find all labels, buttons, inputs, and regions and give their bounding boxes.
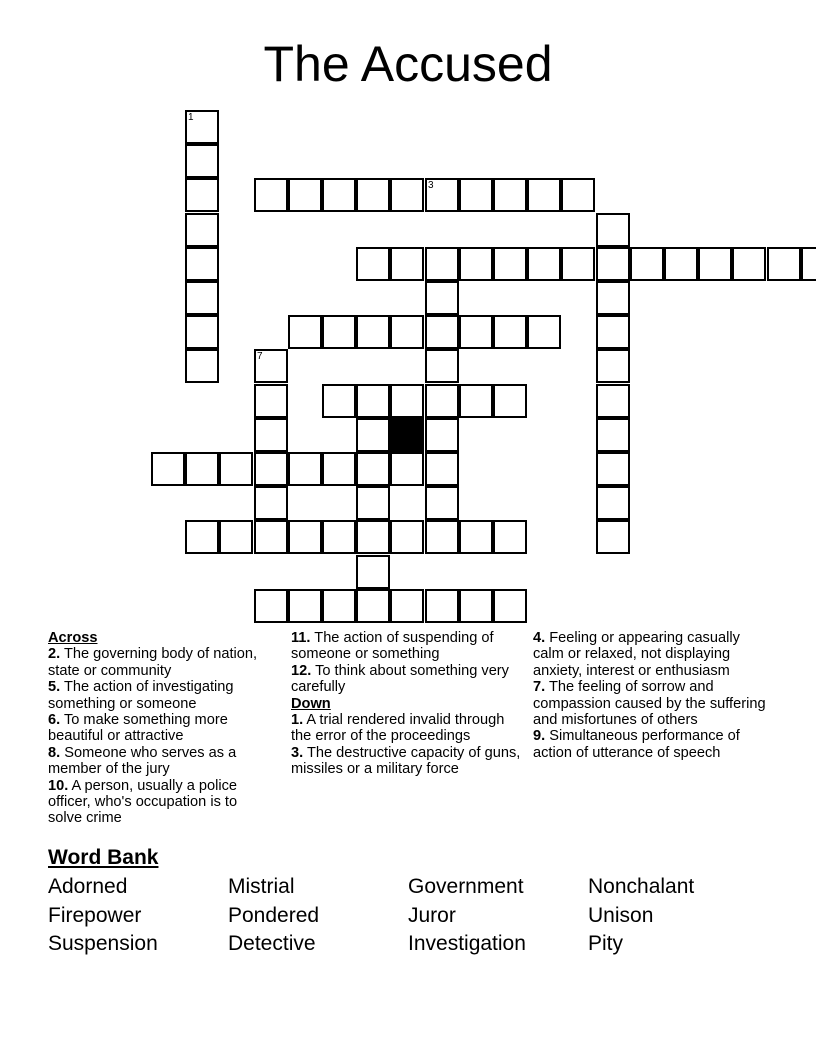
grid-cell[interactable] bbox=[596, 486, 630, 520]
clue-number: 1 bbox=[188, 112, 194, 123]
grid-cell[interactable] bbox=[732, 247, 766, 281]
grid-cell[interactable] bbox=[185, 315, 219, 349]
grid-cell[interactable] bbox=[459, 178, 493, 212]
down-heading: Down bbox=[291, 695, 331, 712]
grid-cell[interactable] bbox=[356, 555, 390, 589]
grid-cell[interactable] bbox=[322, 384, 356, 418]
grid-cell[interactable] bbox=[390, 520, 424, 554]
grid-cell[interactable] bbox=[288, 315, 322, 349]
grid-cell[interactable] bbox=[493, 384, 527, 418]
puzzle-title: The Accused bbox=[263, 36, 553, 92]
grid-cell[interactable] bbox=[390, 315, 424, 349]
word-bank-word: Firepower bbox=[48, 904, 142, 927]
clue-across-2: 2. The governing body of nation, state or community bbox=[48, 646, 258, 679]
grid-cell[interactable] bbox=[630, 247, 664, 281]
clues-column-3 bbox=[533, 630, 769, 761]
word-bank-word: Pity bbox=[588, 932, 624, 955]
grid-cell[interactable] bbox=[801, 247, 816, 281]
grid-cell[interactable] bbox=[493, 589, 527, 623]
grid-cell[interactable] bbox=[356, 247, 390, 281]
grid-cell[interactable] bbox=[390, 589, 424, 623]
grid-cell[interactable] bbox=[425, 520, 459, 554]
grid-cell[interactable] bbox=[596, 384, 630, 418]
grid-cell[interactable] bbox=[322, 520, 356, 554]
grid-cell[interactable] bbox=[254, 418, 288, 452]
grid-cell[interactable] bbox=[425, 349, 459, 383]
grid-cell[interactable] bbox=[322, 452, 356, 486]
grid-cell[interactable] bbox=[288, 178, 322, 212]
word-bank-word: Nonchalant bbox=[588, 875, 695, 898]
clue-across-11: 11. The action of suspending of someone or something bbox=[291, 630, 494, 663]
grid-cell[interactable] bbox=[425, 178, 459, 212]
grid-cell[interactable] bbox=[185, 110, 219, 144]
grid-cell[interactable] bbox=[527, 315, 561, 349]
grid-cell[interactable] bbox=[151, 452, 185, 486]
grid-cell[interactable] bbox=[596, 418, 630, 452]
black-square bbox=[390, 418, 424, 452]
clues-column-1 bbox=[48, 630, 268, 827]
grid-cell[interactable] bbox=[698, 247, 732, 281]
grid-cell[interactable] bbox=[185, 144, 219, 178]
grid-cell[interactable] bbox=[459, 315, 493, 349]
grid-cell[interactable] bbox=[219, 520, 253, 554]
grid-cell[interactable] bbox=[185, 281, 219, 315]
grid-cell[interactable] bbox=[288, 589, 322, 623]
grid-cell[interactable] bbox=[185, 178, 219, 212]
grid-cell[interactable] bbox=[561, 247, 595, 281]
grid-cell[interactable] bbox=[459, 520, 493, 554]
grid-cell[interactable] bbox=[390, 452, 424, 486]
clue-across-6: 6. To make something more beautiful or attractive bbox=[48, 712, 228, 745]
grid-cell[interactable] bbox=[596, 452, 630, 486]
word-bank-word: Mistrial bbox=[228, 875, 295, 898]
grid-cell[interactable] bbox=[493, 520, 527, 554]
grid-cell[interactable] bbox=[390, 247, 424, 281]
grid-cell[interactable] bbox=[425, 418, 459, 452]
grid-cell[interactable] bbox=[254, 349, 288, 383]
grid-cell[interactable] bbox=[254, 520, 288, 554]
clues-column-2 bbox=[291, 630, 527, 778]
word-bank-word: Juror bbox=[408, 904, 456, 927]
grid-cell[interactable] bbox=[356, 384, 390, 418]
word-bank-word: Suspension bbox=[48, 932, 158, 955]
clue-across-8: 8. Someone who serves as a member of the jury bbox=[48, 744, 237, 778]
grid-cell[interactable] bbox=[254, 384, 288, 418]
grid-cell[interactable] bbox=[459, 384, 493, 418]
word-bank-word: Investigation bbox=[408, 932, 526, 955]
clue-down-9: 9. Simultaneous performance of action of utterance of speech bbox=[533, 728, 740, 761]
clue-number: 7 bbox=[257, 351, 263, 362]
grid-cell[interactable] bbox=[527, 178, 561, 212]
grid-cell[interactable] bbox=[596, 315, 630, 349]
grid-cell[interactable] bbox=[254, 486, 288, 520]
grid-cell[interactable] bbox=[425, 452, 459, 486]
grid-cell[interactable] bbox=[493, 315, 527, 349]
grid-cell[interactable] bbox=[185, 213, 219, 247]
clue-down-1: 1. A trial rendered invalid through the error of the proceedings bbox=[291, 712, 505, 745]
word-bank-title: Word Bank bbox=[48, 846, 159, 869]
grid-cell[interactable] bbox=[254, 452, 288, 486]
grid-cell[interactable] bbox=[254, 589, 288, 623]
grid-cell[interactable] bbox=[561, 178, 595, 212]
grid-cell[interactable] bbox=[527, 247, 561, 281]
grid-cell[interactable] bbox=[356, 486, 390, 520]
clue-across-5: 5. The action of investigating something or someone bbox=[48, 679, 234, 712]
grid-cell[interactable] bbox=[425, 281, 459, 315]
grid-cell[interactable] bbox=[664, 247, 698, 281]
clue-down-7: 7. The feeling of sorrow and compassion caused by the suffering and misfortunes of others bbox=[533, 679, 766, 729]
grid-cell[interactable] bbox=[459, 247, 493, 281]
grid-cell[interactable] bbox=[390, 384, 424, 418]
grid-cell[interactable] bbox=[596, 520, 630, 554]
grid-cell[interactable] bbox=[356, 178, 390, 212]
word-bank-word: Pondered bbox=[228, 904, 320, 927]
clue-across-12: 12. To think about something very carefully bbox=[291, 662, 509, 696]
grid-cell[interactable] bbox=[596, 247, 630, 281]
grid-cell[interactable] bbox=[493, 247, 527, 281]
word-bank-word: Adorned bbox=[48, 875, 128, 898]
grid-cell[interactable] bbox=[425, 247, 459, 281]
grid-cell[interactable] bbox=[322, 315, 356, 349]
grid-cell[interactable] bbox=[493, 178, 527, 212]
grid-cell[interactable] bbox=[596, 213, 630, 247]
grid-cell[interactable] bbox=[390, 178, 424, 212]
grid-cell[interactable] bbox=[425, 486, 459, 520]
grid-cell[interactable] bbox=[356, 418, 390, 452]
grid-cell[interactable] bbox=[459, 589, 493, 623]
clue-down-3: 3. The destructive capacity of guns, missiles or a military force bbox=[291, 744, 521, 778]
grid-cell[interactable] bbox=[185, 520, 219, 554]
grid-cell[interactable] bbox=[767, 247, 801, 281]
grid-cell[interactable] bbox=[425, 384, 459, 418]
grid-cell[interactable] bbox=[185, 247, 219, 281]
grid-cell[interactable] bbox=[425, 315, 459, 349]
grid-cell[interactable] bbox=[356, 520, 390, 554]
grid-cell[interactable] bbox=[356, 315, 390, 349]
grid-cell[interactable] bbox=[219, 452, 253, 486]
word-bank-word: Detective bbox=[228, 932, 316, 955]
grid-cell[interactable] bbox=[254, 178, 288, 212]
grid-cell[interactable] bbox=[356, 589, 390, 623]
grid-cell[interactable] bbox=[288, 520, 322, 554]
grid-cell[interactable] bbox=[322, 178, 356, 212]
across-heading: Across bbox=[48, 630, 98, 646]
clue-down-4: 4. Feeling or appearing casually calm or relaxed, not displaying anxiety, interest or enthusiasm bbox=[533, 630, 740, 679]
grid-cell[interactable] bbox=[596, 281, 630, 315]
grid-cell[interactable] bbox=[185, 349, 219, 383]
grid-cell[interactable] bbox=[185, 452, 219, 486]
grid-cell[interactable] bbox=[288, 452, 322, 486]
word-bank-word: Government bbox=[408, 875, 524, 898]
clue-across-10: 10. A person, usually a police officer, who's occupation is to solve crime bbox=[48, 777, 238, 827]
grid-cell[interactable] bbox=[356, 452, 390, 486]
clue-number: 3 bbox=[428, 180, 434, 191]
grid-cell[interactable] bbox=[596, 349, 630, 383]
grid-cell[interactable] bbox=[322, 589, 356, 623]
word-bank-word: Unison bbox=[588, 904, 654, 927]
grid-cell[interactable] bbox=[425, 589, 459, 623]
